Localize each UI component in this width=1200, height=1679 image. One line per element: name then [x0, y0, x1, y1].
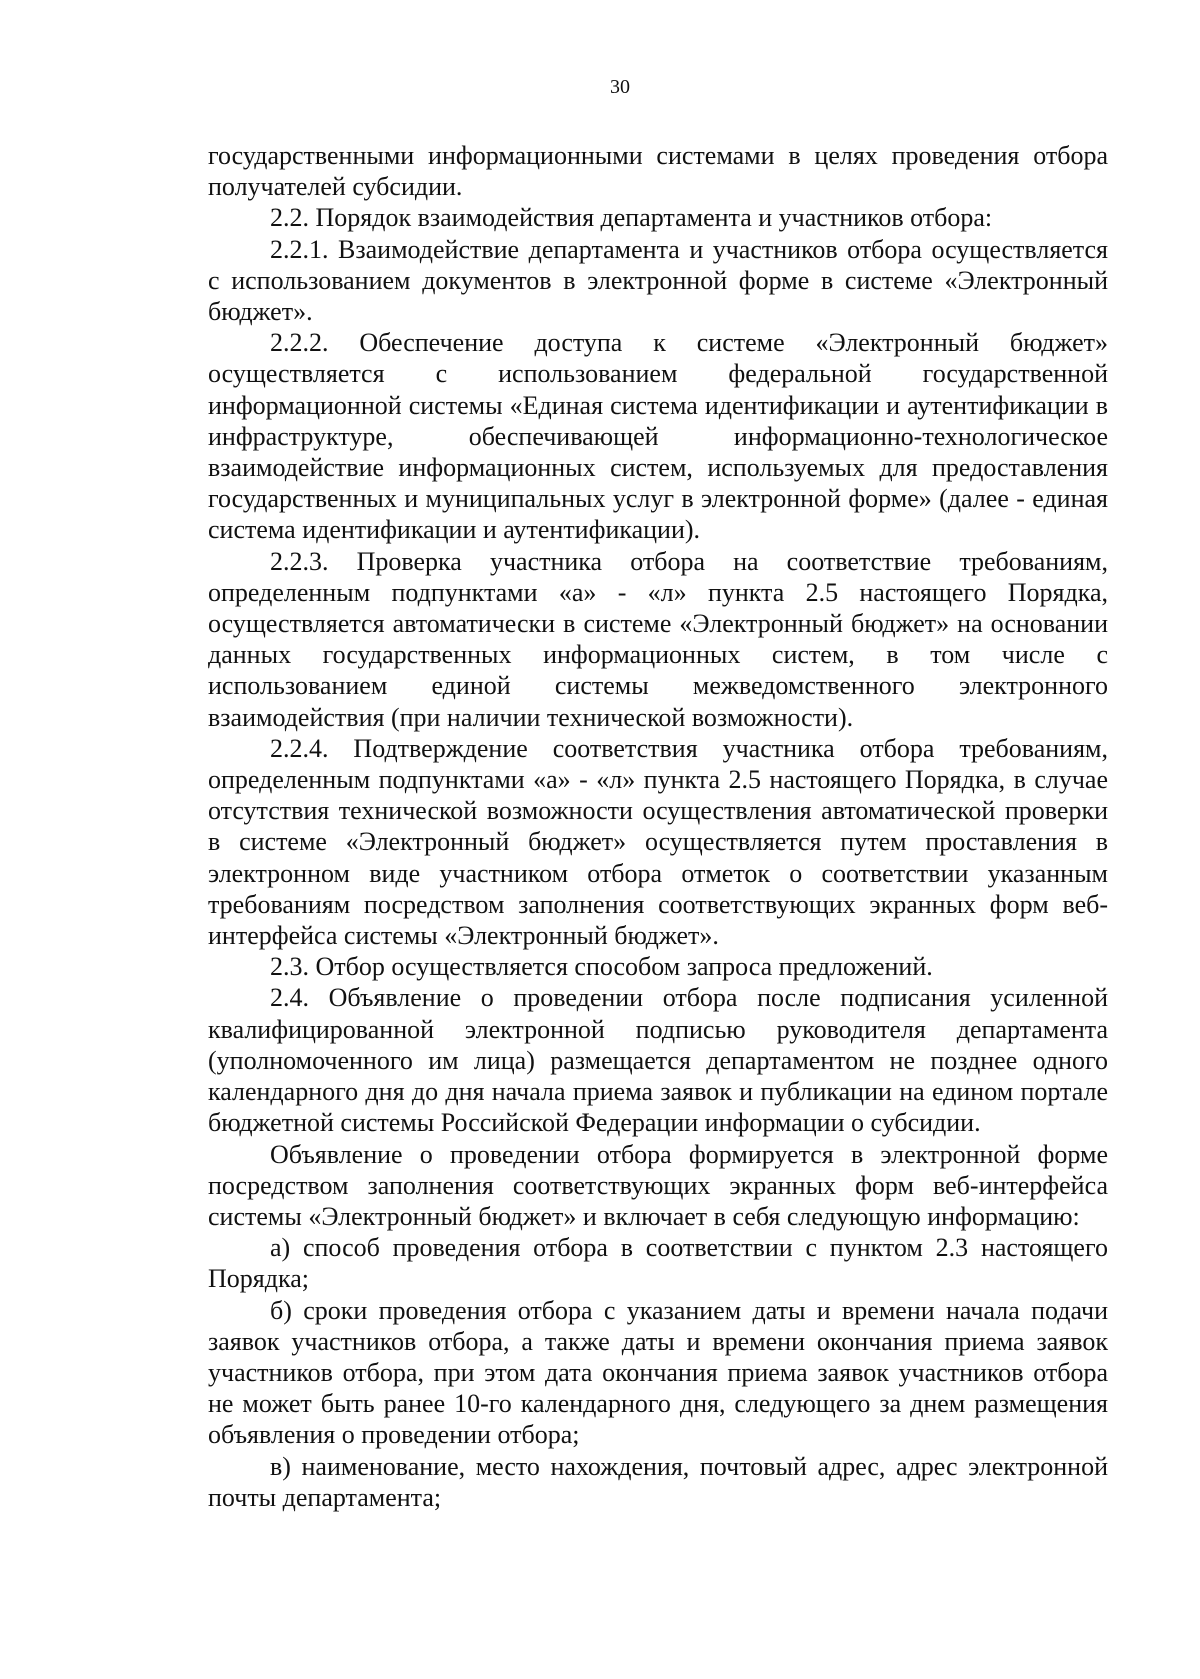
paragraph: 2.2. Порядок взаимодействия департамента и участников отбора:: [270, 203, 993, 233]
paragraph: 2.4. Объявление о проведении отбора после подписания усиленной квалифицированной электронной подписью руководителя департамента (уполномоченного им лица) размещается департаментом не позднее одного календарного дня до дня начала приема заявок и публикации на едином портале бюджетной системы Российской Федерации информации о субсидии.: [208, 983, 1108, 1138]
paragraph: Объявление о проведении отбора формируется в электронной форме посредством заполнения соответствующих экранных форм веб-интерфейса системы «Электронный бюджет» и включает в себя следующую информацию:: [208, 1139, 1108, 1231]
paragraph: 2.2.2. Обеспечение доступа к системе «Электронный бюджет» осуществляется с использованием федеральной государственной информационной системы «Единая система идентификации и аутентификации в инфраструктуре, обеспечивающей информационно-технологическое взаимодействие информационных систем, используемых для предоставления государственных и муниципальных услуг в электронной форме» (далее - единая система идентификации и аутентификации).: [208, 328, 1108, 545]
document-body: [208, 140, 1108, 1513]
paragraph: государственными информационными системами в целях проведения отбора получателей субсидии.: [208, 141, 1108, 202]
paragraph: 2.2.3. Проверка участника отбора на соответствие требованиям, определенным подпунктами «а» - «л» пункта 2.5 настоящего Порядка, осуществляется автоматически в системе «Электронный бюджет» на основании данных государственных информационных систем, в том числе с использованием единой системы межведомственного электронного взаимодействия (при наличии технической возможности).: [208, 546, 1108, 732]
paragraph: б) сроки проведения отбора с указанием даты и времени начала подачи заявок участников отбора, а также даты и времени окончания приема заявок участников отбора, при этом дата окончания приема заявок участников отбора не может быть ранее 10-го календарного дня, следующего за днем размещения объявления о проведении отбора;: [208, 1295, 1108, 1450]
paragraph: 2.2.1. Взаимодействие департамента и участников отбора осуществляется с использованием документов в электронной форме в системе «Электронный бюджет».: [208, 234, 1108, 327]
page-number: 30: [610, 76, 630, 98]
paragraph: 2.3. Отбор осуществляется способом запроса предложений.: [270, 952, 933, 982]
paragraph: 2.2.4. Подтверждение соответствия участника отбора требованиям, определенным подпунктами «а» - «л» пункта 2.5 настоящего Порядка, в случае отсутствия технической возможности осуществления автоматической проверки в системе «Электронный бюджет» осуществляется путем проставления в электронном виде участником отбора отметок о соответствии указанным требованиям посредством заполнения соответствующих экранных форм веб-интерфейса системы «Электронный бюджет».: [208, 733, 1108, 951]
paragraph: а) способ проведения отбора в соответствии с пунктом 2.3 настоящего Порядка;: [208, 1233, 1108, 1294]
paragraph: в) наименование, место нахождения, почтовый адрес, адрес электронной почты департамента;: [208, 1451, 1108, 1512]
